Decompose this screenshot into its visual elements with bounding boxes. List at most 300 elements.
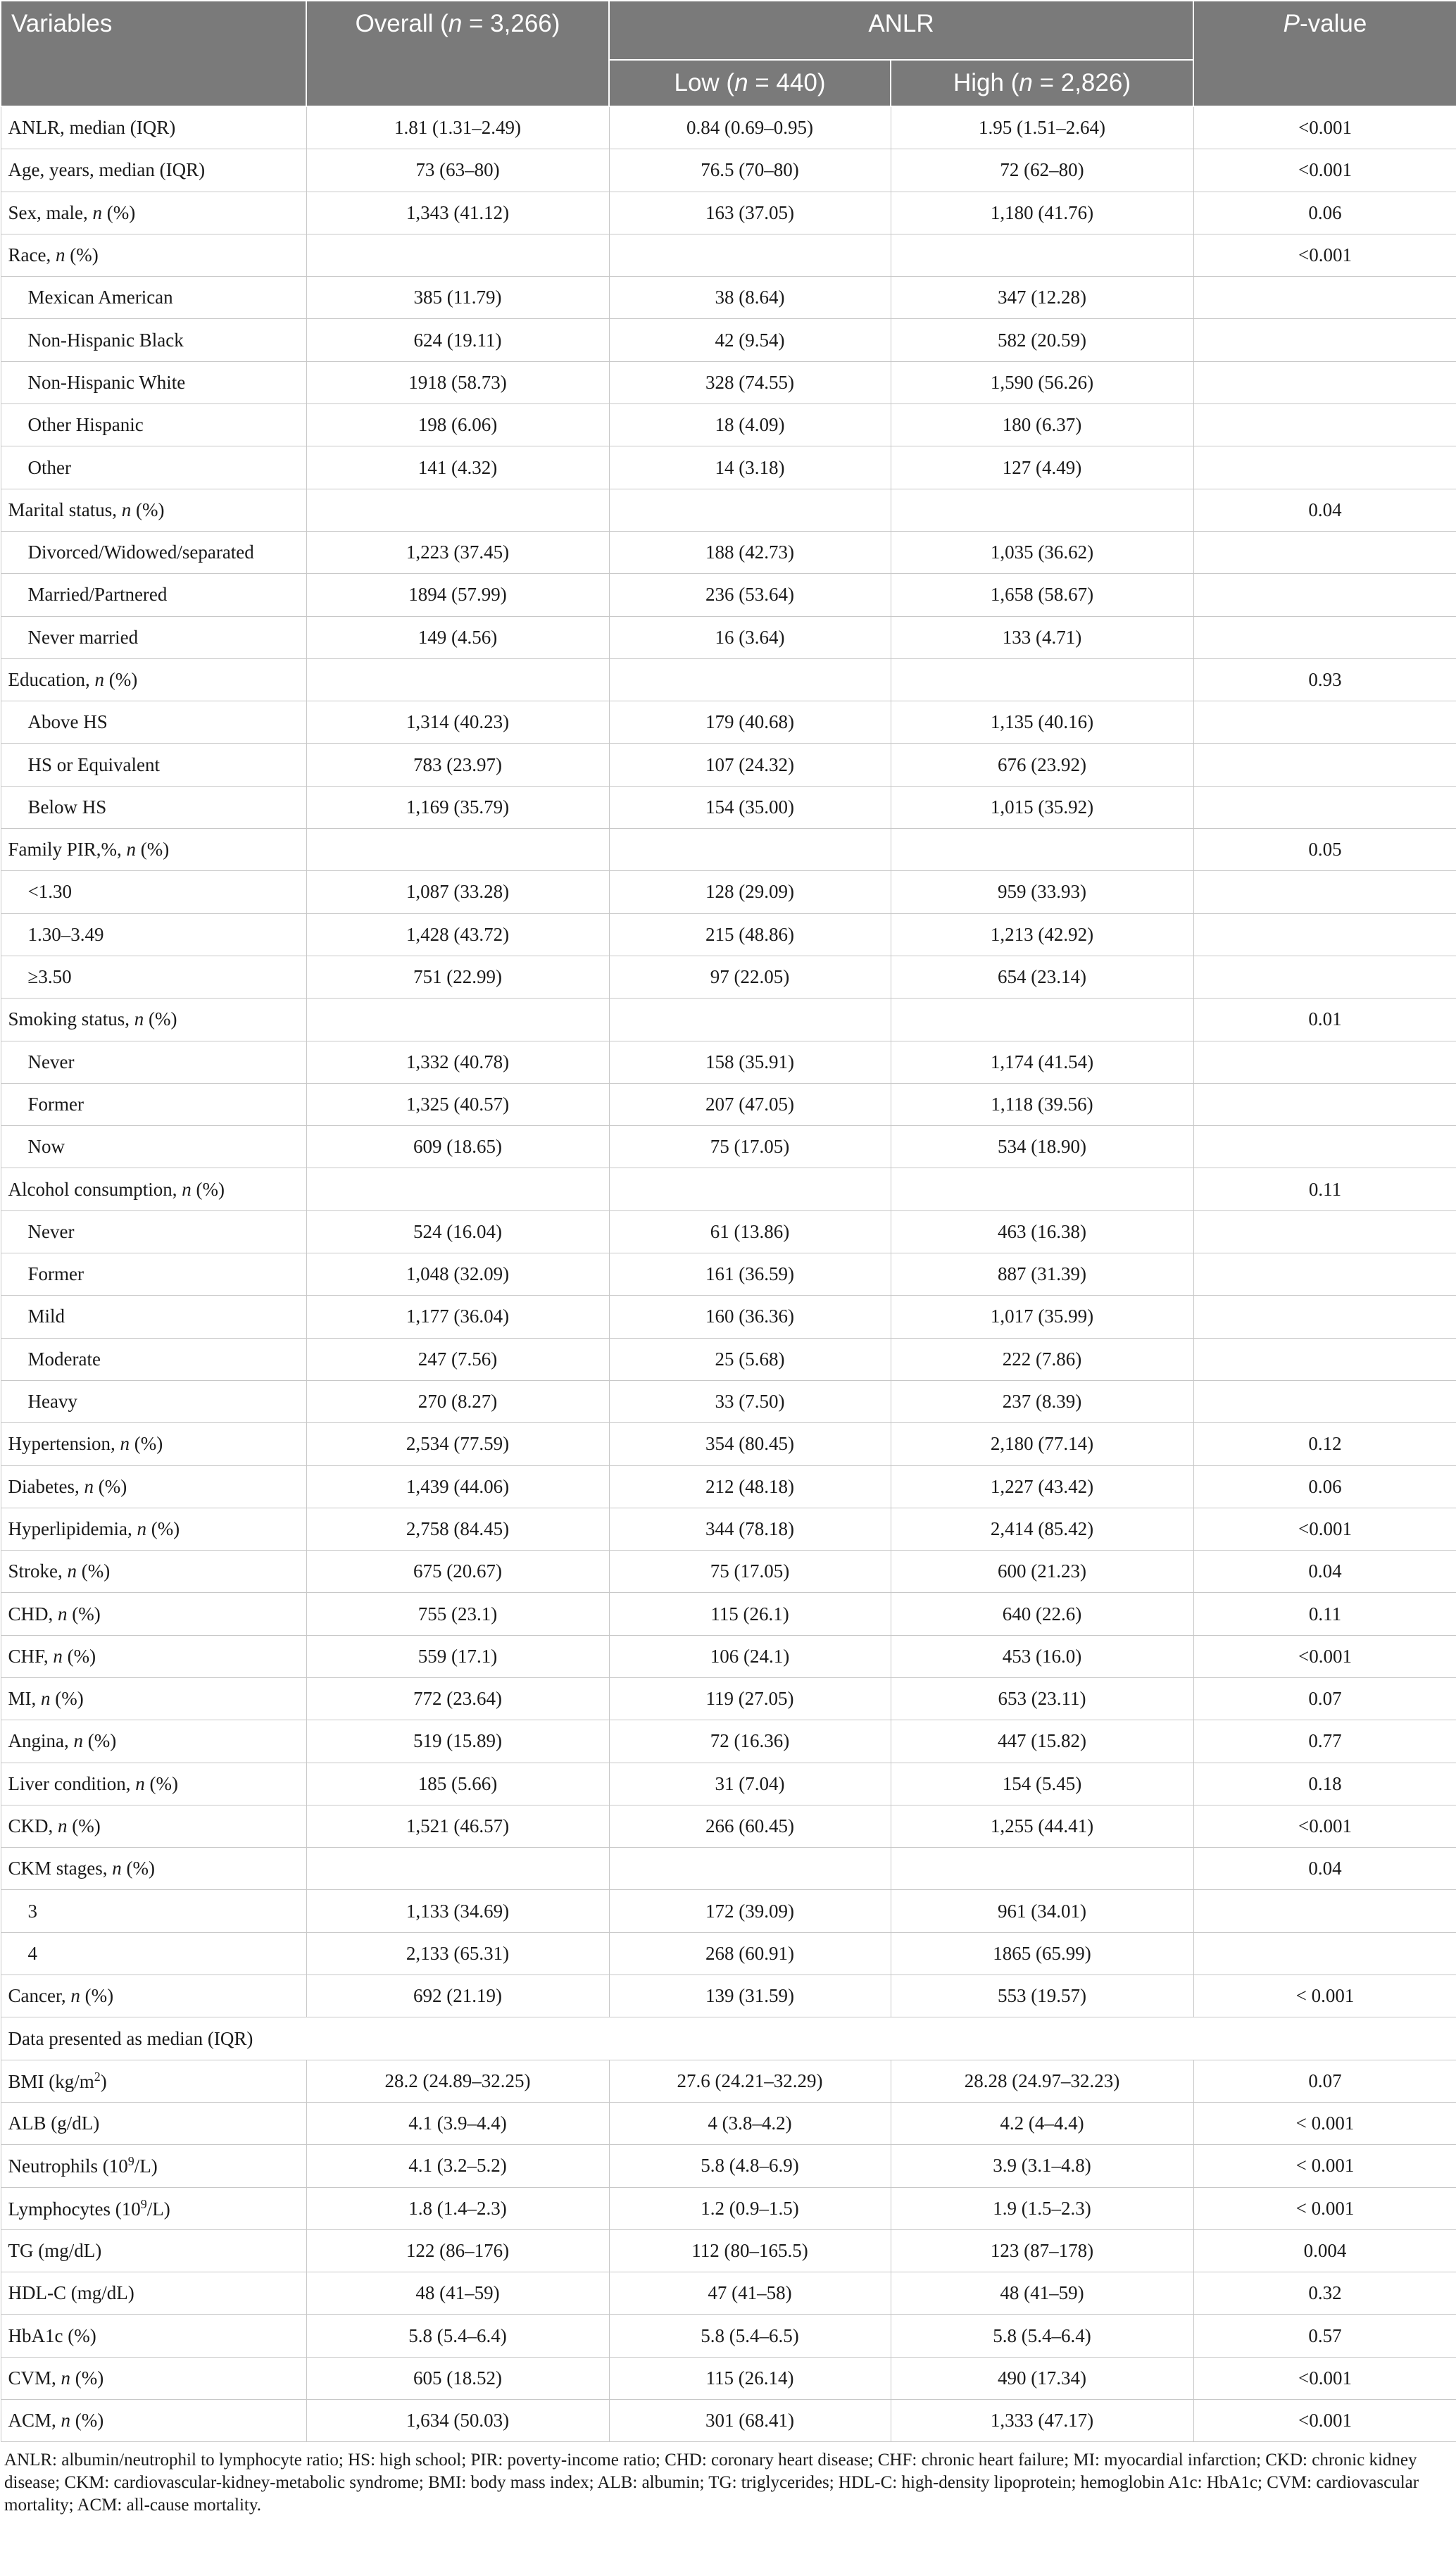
variable-label-cell (1, 1635, 306, 1677)
overall-value-cell: 751 (22.99) (306, 956, 609, 998)
overall-value-cell: 141 (4.32) (306, 446, 609, 489)
n-symbol: n (61, 2367, 71, 2389)
header-anlr-group: ANLR (609, 1, 1193, 60)
variable-label-cell (1, 701, 306, 744)
table-row (1, 786, 1456, 828)
p-value-cell: <0.001 (1193, 106, 1456, 149)
overall-value-cell: 1,325 (40.57) (306, 1083, 609, 1125)
high-value-cell: 347 (12.28) (891, 277, 1193, 319)
overall-value-cell: 1.81 (1.31–2.49) (306, 106, 609, 149)
table-row (1, 1465, 1456, 1508)
overall-value-cell: 385 (11.79) (306, 277, 609, 319)
table-row (1, 192, 1456, 234)
low-value-cell: 212 (48.18) (609, 1465, 891, 1508)
table-row (1, 744, 1456, 786)
variable-label-cell (1, 404, 306, 446)
p-value-cell (1193, 701, 1456, 744)
high-value-cell: 1,180 (41.76) (891, 192, 1193, 234)
variable-label: Angina, (8, 1730, 74, 1752)
label-suffix: (%) (136, 839, 170, 860)
overall-value-cell: 2,534 (77.59) (306, 1423, 609, 1465)
low-value-cell (609, 999, 891, 1041)
variable-label: HDL-C (mg/dL) (8, 2282, 134, 2304)
variable-label-cell (1, 2315, 306, 2357)
overall-value-cell: 605 (18.52) (306, 2357, 609, 2399)
p-value-cell: < 0.001 (1193, 2102, 1456, 2144)
low-value-cell: 112 (80–165.5) (609, 2229, 891, 2272)
variable-label: Lymphocytes (10 (8, 2198, 141, 2220)
p-value-cell: < 0.001 (1193, 2145, 1456, 2187)
overall-value-cell: 675 (20.67) (306, 1551, 609, 1593)
overall-value-cell: 28.2 (24.89–32.25) (306, 2060, 609, 2102)
variable-label-cell (1, 1168, 306, 1210)
high-value-cell (891, 999, 1193, 1041)
low-value-cell: 154 (35.00) (609, 786, 891, 828)
high-value-cell: 453 (16.0) (891, 1635, 1193, 1677)
n-symbol: n (121, 499, 132, 520)
low-value-cell: 161 (36.59) (609, 1253, 891, 1296)
p-value-cell (1193, 956, 1456, 998)
table-row (1, 2017, 1456, 2060)
low-value-cell: 236 (53.64) (609, 574, 891, 616)
low-value-cell: 72 (16.36) (609, 1720, 891, 1763)
variable-label: Married/Partnered (27, 584, 168, 606)
variable-label: CHD, (8, 1603, 58, 1625)
n-symbol: n (55, 244, 65, 266)
p-value-cell: 0.07 (1193, 2060, 1456, 2102)
high-value-cell (891, 829, 1193, 871)
p-value-cell: 0.07 (1193, 1677, 1456, 1720)
unit-superscript: 9 (127, 2154, 134, 2169)
high-value-cell: 123 (87–178) (891, 2229, 1193, 2272)
n-symbol: n (94, 669, 104, 690)
overall-value-cell: 270 (8.27) (306, 1380, 609, 1422)
variable-label-cell (1, 2357, 306, 2399)
variable-label-cell (1, 999, 306, 1041)
overall-value-cell: 519 (15.89) (306, 1720, 609, 1763)
variable-label-cell (1, 2145, 306, 2187)
variable-label: Never (27, 1051, 75, 1072)
p-value-cell: <0.001 (1193, 2400, 1456, 2442)
variable-label: CKM stages, (8, 1858, 113, 1879)
high-value-cell (891, 658, 1193, 701)
overall-value-cell: 524 (16.04) (306, 1210, 609, 1253)
variable-label-cell (1, 1126, 306, 1168)
overall-value-cell (306, 1168, 609, 1210)
p-value-cell: 0.04 (1193, 1551, 1456, 1593)
table-row (1, 701, 1456, 744)
n-symbol: n (137, 1517, 146, 1539)
p-value-cell (1193, 1083, 1456, 1125)
label-suffix: (%) (129, 1433, 163, 1455)
high-value-cell: 154 (5.45) (891, 1763, 1193, 1805)
variable-label-cell (1, 1508, 306, 1550)
high-value-cell: 490 (17.34) (891, 2357, 1193, 2399)
overall-value-cell: 48 (41–59) (306, 2272, 609, 2315)
overall-value-cell: 1,634 (50.03) (306, 2400, 609, 2442)
table-row (1, 999, 1456, 1041)
variable-label-cell (1, 658, 306, 701)
variable-label: Sex, male, (8, 201, 93, 223)
table-row (1, 2272, 1456, 2315)
low-value-cell: 33 (7.50) (609, 1380, 891, 1422)
table-row (1, 2102, 1456, 2144)
variable-label: Never (27, 1220, 75, 1242)
low-value-cell: 47 (41–58) (609, 2272, 891, 2315)
table-row (1, 1551, 1456, 1593)
overall-value-cell: 2,758 (84.45) (306, 1508, 609, 1550)
high-value-cell: 1,118 (39.56) (891, 1083, 1193, 1125)
table-row (1, 1041, 1456, 1083)
table-row (1, 234, 1456, 276)
overall-value-cell: 783 (23.97) (306, 744, 609, 786)
p-value-cell: 0.11 (1193, 1593, 1456, 1635)
high-value-cell: 1.95 (1.51–2.64) (891, 106, 1193, 149)
high-value-cell: 1865 (65.99) (891, 1932, 1193, 1974)
table-row (1, 956, 1456, 998)
label-suffix: (%) (67, 1603, 101, 1625)
high-value-cell: 133 (4.71) (891, 616, 1193, 658)
section-note-cell: Data presented as median (IQR) (1, 2017, 1456, 2060)
overall-value-cell: 1,521 (46.57) (306, 1805, 609, 1847)
low-value-cell: 42 (9.54) (609, 319, 891, 361)
p-value-cell (1193, 786, 1456, 828)
table-row (1, 574, 1456, 616)
table-row (1, 489, 1456, 531)
label-suffix: /L) (134, 2155, 158, 2177)
variable-label: Cancer, (8, 1985, 71, 2007)
low-value-cell: 61 (13.86) (609, 1210, 891, 1253)
overall-value-cell: 1,169 (35.79) (306, 786, 609, 828)
variable-label-cell (1, 1975, 306, 2017)
variable-label-cell (1, 616, 306, 658)
table-row (1, 1975, 1456, 2017)
p-value-cell (1193, 871, 1456, 913)
overall-value-cell: 1,332 (40.78) (306, 1041, 609, 1083)
n-symbol: n (182, 1178, 192, 1200)
high-value-cell: 961 (34.01) (891, 1890, 1193, 1932)
label-suffix: (%) (62, 1645, 96, 1667)
label-suffix: (%) (101, 201, 136, 223)
high-value-cell (891, 234, 1193, 276)
p-value-cell (1193, 913, 1456, 956)
variable-label: Family PIR,%, (8, 839, 127, 860)
table-header (1, 1, 1456, 106)
low-value-cell: 5.8 (4.8–6.9) (609, 2145, 891, 2187)
variable-label: Above HS (27, 711, 108, 733)
table-row (1, 2357, 1456, 2399)
variable-label-cell (1, 871, 306, 913)
p-value-cell (1193, 1932, 1456, 1974)
low-value-cell: 119 (27.05) (609, 1677, 891, 1720)
low-value-cell: 18 (4.09) (609, 404, 891, 446)
high-value-cell: 1,333 (47.17) (891, 2400, 1193, 2442)
high-value-cell: 72 (62–80) (891, 149, 1193, 192)
overall-value-cell (306, 658, 609, 701)
variable-label-cell (1, 1593, 306, 1635)
label-suffix: (%) (103, 669, 138, 690)
variable-label-cell (1, 1848, 306, 1890)
overall-value-cell: 4.1 (3.9–4.4) (306, 2102, 609, 2144)
variable-label-cell (1, 1805, 306, 1847)
p-value-cell (1193, 1296, 1456, 1338)
overall-value-cell: 149 (4.56) (306, 616, 609, 658)
p-value-cell (1193, 1041, 1456, 1083)
overall-value-cell: 247 (7.56) (306, 1338, 609, 1380)
table-row (1, 1126, 1456, 1168)
high-value-cell: 5.8 (5.4–6.4) (891, 2315, 1193, 2357)
variable-label: HS or Equivalent (27, 753, 160, 775)
high-value-cell: 3.9 (3.1–4.8) (891, 2145, 1193, 2187)
p-value-cell: 0.004 (1193, 2229, 1456, 2272)
variable-label-cell (1, 1253, 306, 1296)
variable-label: BMI (kg/m (8, 2070, 94, 2092)
variable-label: Hypertension, (8, 1433, 120, 1455)
overall-value-cell: 185 (5.66) (306, 1763, 609, 1805)
p-value-cell (1193, 1890, 1456, 1932)
p-value-cell: <0.001 (1193, 2357, 1456, 2399)
variable-label: HbA1c (%) (8, 2324, 96, 2346)
low-value-cell: 179 (40.68) (609, 701, 891, 744)
high-value-cell: 1,227 (43.42) (891, 1465, 1193, 1508)
overall-value-cell (306, 234, 609, 276)
table-footnote: ANLR: albumin/neutrophil to lymphocyte ratio; HS: high school; PIR: poverty-income ratio; CHD: coronary heart disease; CHF: chronic heart failure; MI: myocardial infarction; CKD: chronic kidney disease; CKM: cardiovascular-kidney-metabolic syndrome; BMI: body mass index; ALB: albumin; TG: triglycerides; HDL-C: high-density lipoprotein; hemoglobin A1c: HbA1c; CVM: cardiovascular mortality; ACM: all-cause mortality. (4, 2451, 1419, 2515)
overall-value-cell: 1,177 (36.04) (306, 1296, 609, 1338)
table-row (1, 2060, 1456, 2102)
overall-value-cell (306, 999, 609, 1041)
high-value-cell: 887 (31.39) (891, 1253, 1193, 1296)
header-variables: Variables (1, 1, 306, 106)
p-value-cell (1193, 404, 1456, 446)
overall-value-cell: 755 (23.1) (306, 1593, 609, 1635)
variable-label: <1.30 (27, 881, 72, 903)
table-row (1, 404, 1456, 446)
variable-label-cell (1, 489, 306, 531)
overall-value-cell: 692 (21.19) (306, 1975, 609, 2017)
low-value-cell: 0.84 (0.69–0.95) (609, 106, 891, 149)
variable-label-cell (1, 2400, 306, 2442)
table-row (1, 871, 1456, 913)
p-value-cell (1193, 1126, 1456, 1168)
variable-label-cell (1, 744, 306, 786)
label-suffix: (%) (77, 1560, 111, 1582)
n-symbol: n (126, 839, 137, 860)
p-value-cell: 0.32 (1193, 2272, 1456, 2315)
variable-label-cell (1, 1763, 306, 1805)
variable-label: Liver condition, (8, 1772, 136, 1794)
variable-label-cell (1, 786, 306, 828)
overall-value-cell: 609 (18.65) (306, 1126, 609, 1168)
variable-label-cell (1, 1296, 306, 1338)
variable-label: CHF, (8, 1645, 54, 1667)
n-symbol: n (53, 1645, 63, 1667)
variable-label-cell (1, 574, 306, 616)
variable-label-cell (1, 2187, 306, 2229)
low-value-cell: 344 (78.18) (609, 1508, 891, 1550)
p-value-cell: 0.77 (1193, 1720, 1456, 1763)
variable-label-cell (1, 2102, 306, 2144)
low-value-cell: 139 (31.59) (609, 1975, 891, 2017)
p-value-cell (1193, 277, 1456, 319)
label-suffix: (%) (67, 1815, 101, 1837)
variable-label: Marital status, (8, 499, 122, 520)
variable-label: Mild (27, 1306, 65, 1327)
p-value-cell (1193, 574, 1456, 616)
variable-label: ACM, (8, 2410, 61, 2432)
variable-label-cell (1, 149, 306, 192)
variable-label: ≥3.50 (27, 966, 72, 988)
table-row (1, 829, 1456, 871)
table-row (1, 1932, 1456, 1974)
high-value-cell: 676 (23.92) (891, 744, 1193, 786)
low-value-cell: 75 (17.05) (609, 1126, 891, 1168)
high-value-cell: 447 (15.82) (891, 1720, 1193, 1763)
variable-label-cell (1, 1041, 306, 1083)
variable-label: Mexican American (27, 287, 173, 308)
n-symbol: n (134, 1008, 144, 1030)
low-value-cell: 1.2 (0.9–1.5) (609, 2187, 891, 2229)
overall-value-cell: 122 (86–176) (306, 2229, 609, 2272)
table-row (1, 1508, 1456, 1550)
table-row (1, 1380, 1456, 1422)
variable-label-cell (1, 1677, 306, 1720)
variable-label: Other (27, 456, 71, 478)
overall-value-cell: 5.8 (5.4–6.4) (306, 2315, 609, 2357)
variable-label: 3 (27, 1900, 37, 1922)
label-suffix: /L) (146, 2198, 170, 2220)
overall-value-cell: 1,133 (34.69) (306, 1890, 609, 1932)
variable-label-cell (1, 277, 306, 319)
p-value-cell (1193, 361, 1456, 403)
label-suffix: (%) (65, 244, 99, 266)
variable-label-cell (1, 1083, 306, 1125)
table-row (1, 1848, 1456, 1890)
p-value-cell: 0.01 (1193, 999, 1456, 1041)
overall-value-cell: 1,428 (43.72) (306, 913, 609, 956)
overall-value-cell: 1918 (58.73) (306, 361, 609, 403)
p-value-cell: 0.05 (1193, 829, 1456, 871)
high-value-cell: 582 (20.59) (891, 319, 1193, 361)
low-value-cell: 128 (29.09) (609, 871, 891, 913)
p-value-cell: <0.001 (1193, 1635, 1456, 1677)
label-suffix: (%) (144, 1772, 178, 1794)
p-value-cell: <0.001 (1193, 149, 1456, 192)
unit-superscript: 9 (140, 2196, 147, 2211)
low-value-cell: 14 (3.18) (609, 446, 891, 489)
overall-value-cell (306, 1848, 609, 1890)
high-value-cell: 654 (23.14) (891, 956, 1193, 998)
table-body (1, 106, 1456, 2442)
p-value-cell (1193, 1380, 1456, 1422)
table-row (1, 913, 1456, 956)
n-symbol: n (58, 1603, 68, 1625)
p-value-cell: 0.04 (1193, 1848, 1456, 1890)
high-value-cell: 534 (18.90) (891, 1126, 1193, 1168)
high-value-cell: 553 (19.57) (891, 1975, 1193, 2017)
variable-label: ALB (g/dL) (8, 2113, 100, 2134)
table-row (1, 1635, 1456, 1677)
overall-value-cell (306, 829, 609, 871)
variable-label-cell (1, 192, 306, 234)
p-value-cell: 0.11 (1193, 1168, 1456, 1210)
high-value-cell (891, 1848, 1193, 1890)
p-value-cell: <0.001 (1193, 234, 1456, 276)
label-suffix: (%) (144, 1008, 177, 1030)
unit-superscript: 2 (94, 2069, 101, 2084)
p-value-cell (1193, 1338, 1456, 1380)
p-value-cell: 0.06 (1193, 1465, 1456, 1508)
variable-label: Moderate (27, 1348, 101, 1370)
variable-label-cell (1, 106, 306, 149)
p-value-cell: 0.18 (1193, 1763, 1456, 1805)
table-row (1, 1593, 1456, 1635)
table-row (1, 1890, 1456, 1932)
high-value-cell: 959 (33.93) (891, 871, 1193, 913)
table-row (1, 1253, 1456, 1296)
p-value-cell (1193, 319, 1456, 361)
table-row (1, 1677, 1456, 1720)
table-row (1, 277, 1456, 319)
n-symbol: n (73, 1730, 83, 1752)
overall-value-cell: 1,048 (32.09) (306, 1253, 609, 1296)
table-row (1, 2400, 1456, 2442)
low-value-cell: 25 (5.68) (609, 1338, 891, 1380)
table-row (1, 1168, 1456, 1210)
table-row (1, 1338, 1456, 1380)
variable-label-cell (1, 361, 306, 403)
low-value-cell: 5.8 (5.4–6.5) (609, 2315, 891, 2357)
p-value-cell: < 0.001 (1193, 2187, 1456, 2229)
high-value-cell (891, 489, 1193, 531)
label-suffix: (%) (70, 2410, 104, 2432)
variable-label: Smoking status, (8, 1008, 134, 1030)
variable-label: Non-Hispanic Black (27, 329, 184, 351)
variable-label: Heavy (27, 1391, 77, 1413)
variable-label: 1.30–3.49 (27, 923, 104, 945)
low-value-cell: 16 (3.64) (609, 616, 891, 658)
variable-label-cell (1, 1465, 306, 1508)
table-row (1, 446, 1456, 489)
low-value-cell: 328 (74.55) (609, 361, 891, 403)
low-value-cell: 38 (8.64) (609, 277, 891, 319)
variable-label-cell (1, 1890, 306, 1932)
variable-label-cell (1, 829, 306, 871)
p-value-cell: 0.12 (1193, 1423, 1456, 1465)
overall-value-cell: 1,314 (40.23) (306, 701, 609, 744)
label-suffix: (%) (70, 2367, 104, 2389)
n-symbol: n (112, 1858, 122, 1879)
table-row (1, 1296, 1456, 1338)
table-row (1, 2315, 1456, 2357)
variable-label: Below HS (27, 796, 107, 818)
high-value-cell: 237 (8.39) (891, 1380, 1193, 1422)
variable-label: Education, (8, 669, 95, 690)
low-value-cell: 97 (22.05) (609, 956, 891, 998)
p-value-cell: 0.06 (1193, 192, 1456, 234)
variable-label: Stroke, (8, 1560, 68, 1582)
overall-value-cell: 4.1 (3.2–5.2) (306, 2145, 609, 2187)
low-value-cell: 115 (26.1) (609, 1593, 891, 1635)
variable-label: Race, (8, 244, 56, 266)
high-value-cell: 127 (4.49) (891, 446, 1193, 489)
low-value-cell: 163 (37.05) (609, 192, 891, 234)
variable-label: 4 (27, 1942, 37, 1964)
high-value-cell: 463 (16.38) (891, 1210, 1193, 1253)
table-row (1, 1720, 1456, 1763)
table-row (1, 1805, 1456, 1847)
n-symbol: n (61, 2410, 71, 2432)
low-value-cell: 172 (39.09) (609, 1890, 891, 1932)
